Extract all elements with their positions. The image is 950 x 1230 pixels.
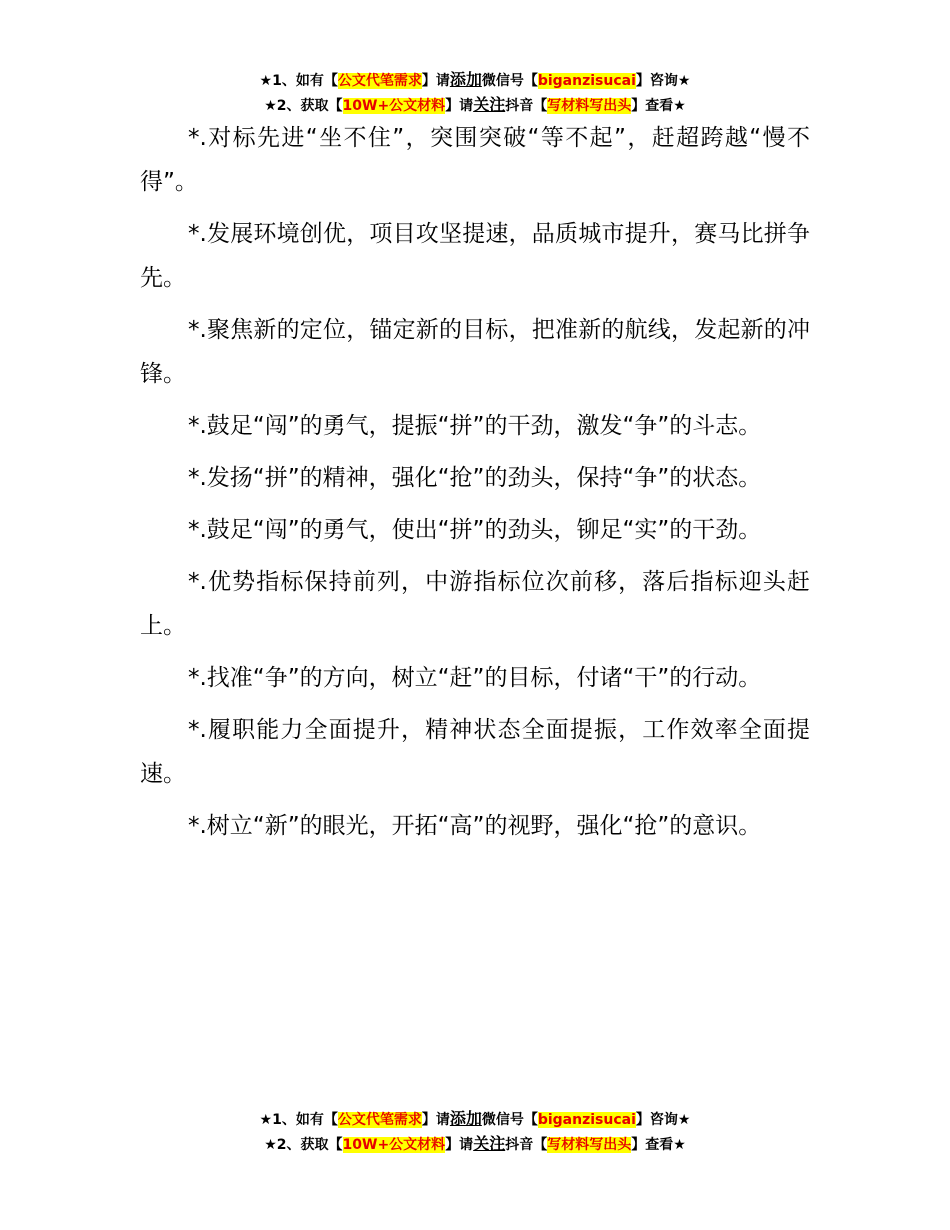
highlight-materials: 10W+公文材料 — [342, 98, 446, 114]
star-icon: ★ — [259, 73, 273, 89]
banner-text: 】请 — [445, 98, 474, 114]
banner-text: 1、如有【 — [272, 1112, 338, 1128]
star-icon: ★ — [264, 98, 277, 114]
banner-text: 】请 — [445, 1137, 474, 1153]
document-body — [140, 116, 810, 856]
banner-line-2 — [0, 93, 950, 118]
banner-text: 微信号【 — [481, 1112, 538, 1128]
banner-text: 2、获取【 — [276, 1137, 343, 1153]
highlight-douyin: 写材料写出头 — [547, 98, 632, 114]
highlight-wechat-id: biganzisucai — [537, 73, 636, 89]
star-icon: ★ — [264, 1137, 277, 1153]
banner-text: 】请 — [421, 1112, 450, 1128]
banner-text: 微信号【 — [481, 73, 538, 89]
highlight-service: 公文代笔需求 — [337, 73, 422, 89]
paragraph-9: *.履职能力全面提升，精神状态全面提振，工作效率全面提速。 — [140, 717, 810, 787]
banner-text: 】咨询 — [635, 1112, 678, 1128]
star-icon: ★ — [677, 1112, 691, 1128]
highlight-wechat-id: biganzisucai — [537, 1112, 636, 1128]
banner-text: 抖音【 — [505, 98, 548, 114]
paragraph-5: *.发扬“拼”的精神，强化“抢”的劲头，保持“争”的状态。 — [188, 465, 762, 491]
paragraph-7: *.优势指标保持前列，中游指标位次前移，落后指标迎头赶上。 — [140, 569, 810, 639]
banner-text: 】查看 — [631, 98, 674, 114]
banner-text: 2、获取【 — [276, 98, 343, 114]
underlined-follow: 关注 — [473, 95, 506, 114]
highlight-douyin: 写材料写出头 — [547, 1137, 632, 1153]
paragraph-8: *.找准“争”的方向，树立“赶”的目标，付诸“干”的行动。 — [188, 665, 762, 691]
star-icon: ★ — [677, 73, 691, 89]
paragraph-1: *.对标先进“坐不住”，突围突破“等不起”，赶超跨越“慢不得”。 — [140, 125, 810, 195]
paragraph-6: *.鼓足“闯”的勇气，使出“拼”的劲头，铆足“实”的干劲。 — [188, 517, 762, 543]
banner-text: 】咨询 — [635, 73, 678, 89]
star-icon: ★ — [673, 98, 686, 114]
banner-line-1 — [0, 68, 950, 93]
banner-text: 1、如有【 — [272, 73, 338, 89]
highlight-materials: 10W+公文材料 — [342, 1137, 446, 1153]
paragraph-4: *.鼓足“闯”的勇气，提振“拼”的干劲，激发“争”的斗志。 — [188, 413, 762, 439]
underlined-add: 添加 — [449, 1109, 482, 1128]
banner-text: 抖音【 — [505, 1137, 548, 1153]
underlined-follow: 关注 — [473, 1134, 506, 1153]
banner-line-2 — [0, 1132, 950, 1157]
paragraph-2: *.发展环境创优，项目攻坚提速，品质城市提升，赛马比拼争先。 — [140, 221, 810, 291]
banner-text: 】请 — [421, 73, 450, 89]
banner-line-1 — [0, 1107, 950, 1132]
banner-text: 】查看 — [631, 1137, 674, 1153]
paragraph-3: *.聚焦新的定位，锚定新的目标，把准新的航线，发起新的冲锋。 — [140, 317, 810, 387]
header-banner — [0, 68, 950, 118]
star-icon: ★ — [673, 1137, 686, 1153]
underlined-add: 添加 — [449, 70, 482, 89]
footer-banner — [0, 1107, 950, 1157]
highlight-service: 公文代笔需求 — [337, 1112, 422, 1128]
star-icon: ★ — [259, 1112, 273, 1128]
paragraph-10: *.树立“新”的眼光，开拓“高”的视野，强化“抢”的意识。 — [188, 813, 762, 839]
